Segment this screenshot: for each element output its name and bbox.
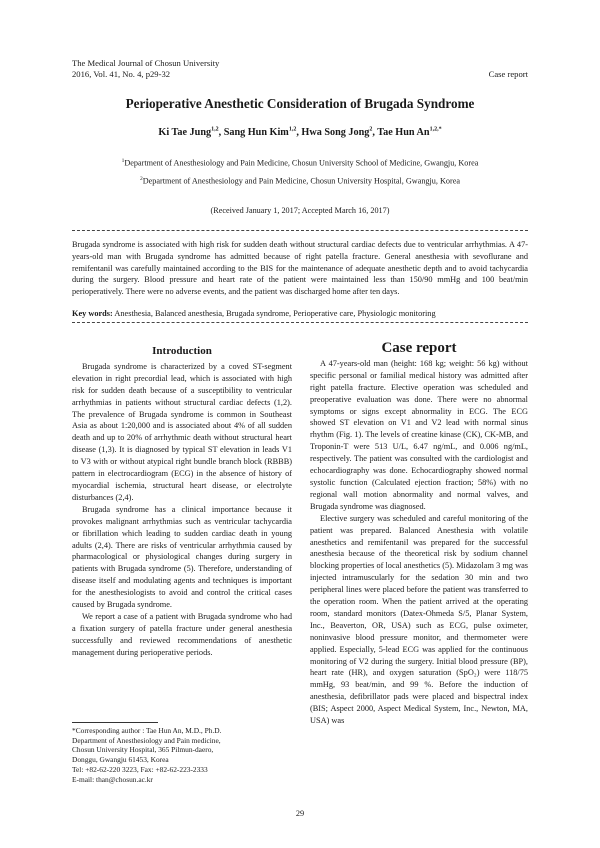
correspondence-line: Donggu, Gwangju 61453, Korea <box>72 755 169 765</box>
journal-name: The Medical Journal of Chosun University <box>72 58 220 68</box>
correspondence-line: Tel: +82-62-220 3223, Fax: +82-62-223-2333 <box>72 764 208 774</box>
received-dates: (Received January 1, 2017; Accepted March 16, 2017) <box>210 206 390 215</box>
case-report-section <box>310 340 528 727</box>
article-type: Case report <box>488 69 528 79</box>
abstract-bottom-rule <box>72 322 528 323</box>
author: Ki Tae Jung$^{1,2}$, <box>158 127 224 139</box>
introduction-section <box>72 346 292 659</box>
author: Sang Hun Kim$^{1,2}$, <box>223 127 302 139</box>
keywords-label: Key words: <box>72 309 113 318</box>
correspondence-line: Chosun University Hospital, 365 Pilmun-daero, <box>72 745 214 755</box>
paragraph: Brugada syndrome has a clinical importance because it provokes malignant arrhythmias such as ventricular tachycardia or fibrillation which leading to sudden cardiac death in young adults (2,4). There are risks of ventricular arrhythmia caused by pharmacological or physiological changes during surgery in patients with Brugada syndrome (5). Therefore, understanding of disease itself and modulating agents and techniques is important for the anesthesiologists to avoid and control the critical cases caused by Brugada syndrome. <box>72 504 292 610</box>
affiliation-1: $^1$Department of Anesthesiology and Pain Medicine, Chosun University School of Medicine, Gwangju, Korea <box>121 158 479 168</box>
paragraph: We report a case of a patient with Brugada syndrome who had a fixation surgery of patella fracture under general anesthesia successfully and reviewed recommendations of anesthetic management during perioperative periods. <box>72 611 292 657</box>
page-number: 29 <box>295 809 305 818</box>
correspondence-line: Department of Anesthesiology and Pain medicine, <box>72 735 221 745</box>
paper-title: Perioperative Anesthetic Consideration of Brugada Syndrome <box>125 96 475 111</box>
author: Tae Hun $An^{1,2,*}$ <box>377 127 442 139</box>
case-report-heading: Case report <box>381 340 457 356</box>
author-list <box>0 127 600 138</box>
paragraph: Brugada syndrome is characterized by a coved ST-segment elevation in right precordial lead, which is associated with high risk for sudden death because of a susceptibility to ventricular arrhythmias in patients without structural cardiac defects (1,2). The prevalence of Brugada syndrome is common in Southeast Asia as about 1:20,000 and is associated about 4% of all sudden death and up to 20% of arrhythmic death without structural heart disease (1,3). It is diagnosed by typical ST elevation in leads V1 to V3 with or without atypical right bundle branch block (RBBB) pattern in electrocardiogram (ECG) in the absence of history of myocardial ischemia, structural heart disease, or electrolyte disturbances (2,4). <box>72 361 292 502</box>
paragraph: A 47-years-old man (height: 168 kg; weight: 56 kg) without specific personal or familial medical history was admitted after right patella fracture. Elective operation was scheduled and preoperative evaluation was done. There were no abnormal symptoms or signs except abnormality in ECG. The ECG showed ST elevation on V1 and V2 lead with normal sinus rhythm (Fig. 1). The levels of creatine kinase (CK), CK-MB, and Troponin-T were 513 U/L, 6.47 ng/mL, and 0.006 ng/mL, respectively. The patient was consulted with the cardiologist and echocardiography was done. Echocardiography showed normal systolic function (Calculated ejection fraction; 58%) with no regional wall motion abnormality and normal valves, and Brugada syndrome was diagnosed. <box>310 358 528 511</box>
correspondence-line: E-mail: than@chosun.ac.kr <box>72 774 153 784</box>
paragraph: Elective surgery was scheduled and careful monitoring of the patient was prepared. Balanced Anesthesia with volatile anesthetics and remifentanil was prepared for the successful anesthesia because of the theoretical risk by sodium channel blocking properties of local anesthetics (5). Midazolam 3 mg was injected intramuscularly for the sedation 30 min and two peripheral lines were placed before the patient was transferred to the operation room. When the patient arrived at the operating room, standard monitors (Datex-Ohmeda S/5, Planar System, Inc., Beaverton, OR, USA) such as ECG, pulse oximeter, noninvasive blood pressure monitor, and thermometer were applied. Especially, 5-lead ECG was applied for the continuous monitoring of V2 during the surgery. Initial blood pressure (BP), heart rate (HR), and oxygen saturation (SpO₂) were 118/75 mmHg, 93 beat/min, and 99 %. Before the induction of anesthesia, defibrillator pads were placed and bispectral index (BIS; Aspect 2000, Aspect Medical System, Inc., Newton, MA, USA) was <box>310 513 528 726</box>
affiliation-2: $^2$Department of Anesthesiology and Pain Medicine, Chosun University Hospital, Gwangju, Korea <box>140 176 460 186</box>
keywords-text: Anesthesia, Balanced anesthesia, Brugada syndrome, Perioperative care, Physiologic monitoring <box>114 309 436 318</box>
abstract-text: Brugada syndrome is associated with high risk for sudden death without structural cardiac defects due to ventricular arrhythmias. A 47-years-old man with Brugada syndrome has admitted because of right patella fracture. General anesthesia with sevoflurane and remifentanil was carefully maintained according to the BIS for the maintenance of adequate anesthetic depth and to avoid tachycardia during the surgery. Blood pressure and heart rate of the patient were maintained less than 150/90 mmHg and 100 beat/min perioperatively. There were no adverse events, and the patient was discharged home after ten days. <box>72 240 528 297</box>
journal-issue: 2016, Vol. 41, No. 4, p29-32 <box>72 69 171 79</box>
footnote-rule <box>72 722 158 723</box>
correspondence-line: *Corresponding author : Tae Hun An, M.D., Ph.D. <box>72 726 222 735</box>
keywords <box>72 308 528 319</box>
corresponding-author <box>72 726 312 784</box>
abstract-top-rule <box>72 230 528 231</box>
author: Hwa Song Jong$^2$, <box>301 127 378 139</box>
introduction-heading: Introduction <box>152 345 212 357</box>
